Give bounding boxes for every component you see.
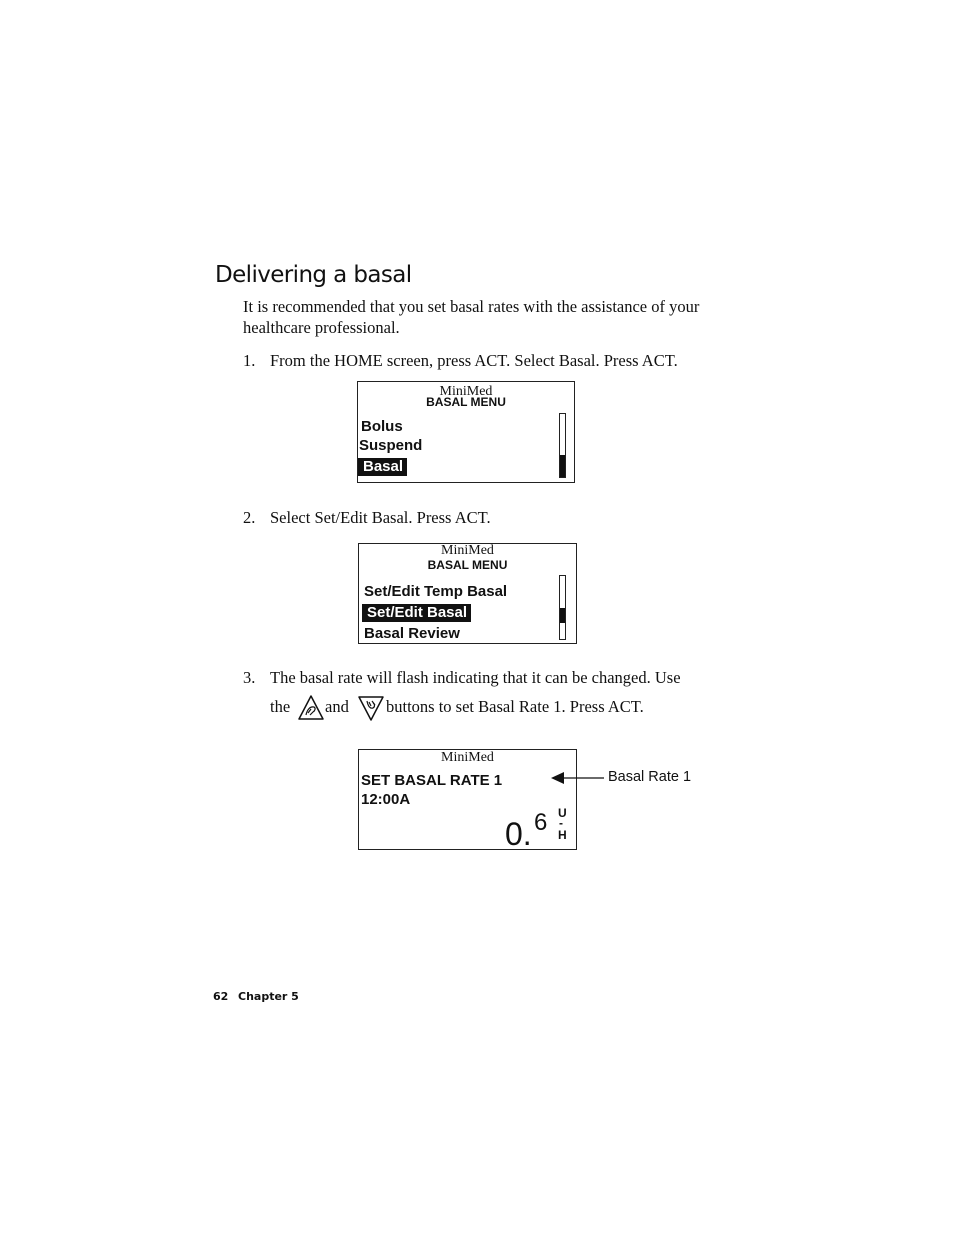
step-1-text: From the HOME screen, press ACT. Select Basal. Press ACT. xyxy=(270,351,678,370)
screen-brand: MiniMed xyxy=(441,750,494,765)
menu-item-basal-review: Basal Review xyxy=(364,625,460,642)
step-3-text-rest: buttons to set Basal Rate 1. Press ACT. xyxy=(386,697,644,716)
screen-line-time: 12:00A xyxy=(361,791,411,808)
scrollbar-thumb xyxy=(560,455,565,477)
scrollbar xyxy=(559,413,566,478)
menu-item-suspend: Suspend xyxy=(359,437,423,454)
screen-line-set-basal-rate: SET BASAL RATE 1 xyxy=(361,772,503,789)
pump-screen-set-basal-rate xyxy=(358,749,577,850)
down-arrow-button-icon xyxy=(357,694,385,722)
step-3-text-the: the xyxy=(270,697,291,716)
menu-item-bolus: Bolus xyxy=(361,418,403,435)
screen-title: BASAL MENU xyxy=(426,395,506,409)
left-arrow-icon xyxy=(549,770,605,786)
step-2-number: 2. xyxy=(243,508,256,527)
pump-screen-basal-menu-2 xyxy=(358,543,577,644)
menu-item-set-edit-temp-basal: Set/Edit Temp Basal xyxy=(364,583,508,600)
step-3-text-and: and xyxy=(325,697,349,716)
step-3-text-line1: The basal rate will flash indicating that it can be changed. Use xyxy=(270,668,681,687)
screen-brand: MiniMed xyxy=(441,543,494,558)
unit-top: U xyxy=(558,806,567,820)
basal-rate-callout: Basal Rate 1 xyxy=(608,769,692,785)
screen-title: BASAL MENU xyxy=(427,558,508,572)
chapter-label: Chapter 5 xyxy=(238,990,299,1003)
step-3-number: 3. xyxy=(243,668,256,687)
unit-bottom: H xyxy=(558,828,567,842)
intro-paragraph: It is recommended that you set basal rates with the assistance of your healthcare professional. xyxy=(243,297,700,337)
step-1-number: 1. xyxy=(243,351,256,370)
menu-item-basal-selected: Basal xyxy=(358,458,407,476)
screen-brand: MiniMed xyxy=(439,384,493,399)
menu-item-set-edit-basal-selected: Set/Edit Basal xyxy=(362,604,471,622)
scrollbar xyxy=(559,575,566,640)
rate-integer: 0. xyxy=(505,816,532,852)
page-number: 62 xyxy=(213,990,229,1003)
step-2-text: Select Set/Edit Basal. Press ACT. xyxy=(270,508,491,527)
scrollbar-thumb xyxy=(560,608,565,623)
page-heading: Delivering a basal xyxy=(215,262,412,288)
up-arrow-button-icon xyxy=(297,694,325,722)
unit-separator: - xyxy=(559,816,563,830)
rate-decimal: 6 xyxy=(534,809,548,836)
pump-screen-basal-menu-1 xyxy=(357,381,575,483)
